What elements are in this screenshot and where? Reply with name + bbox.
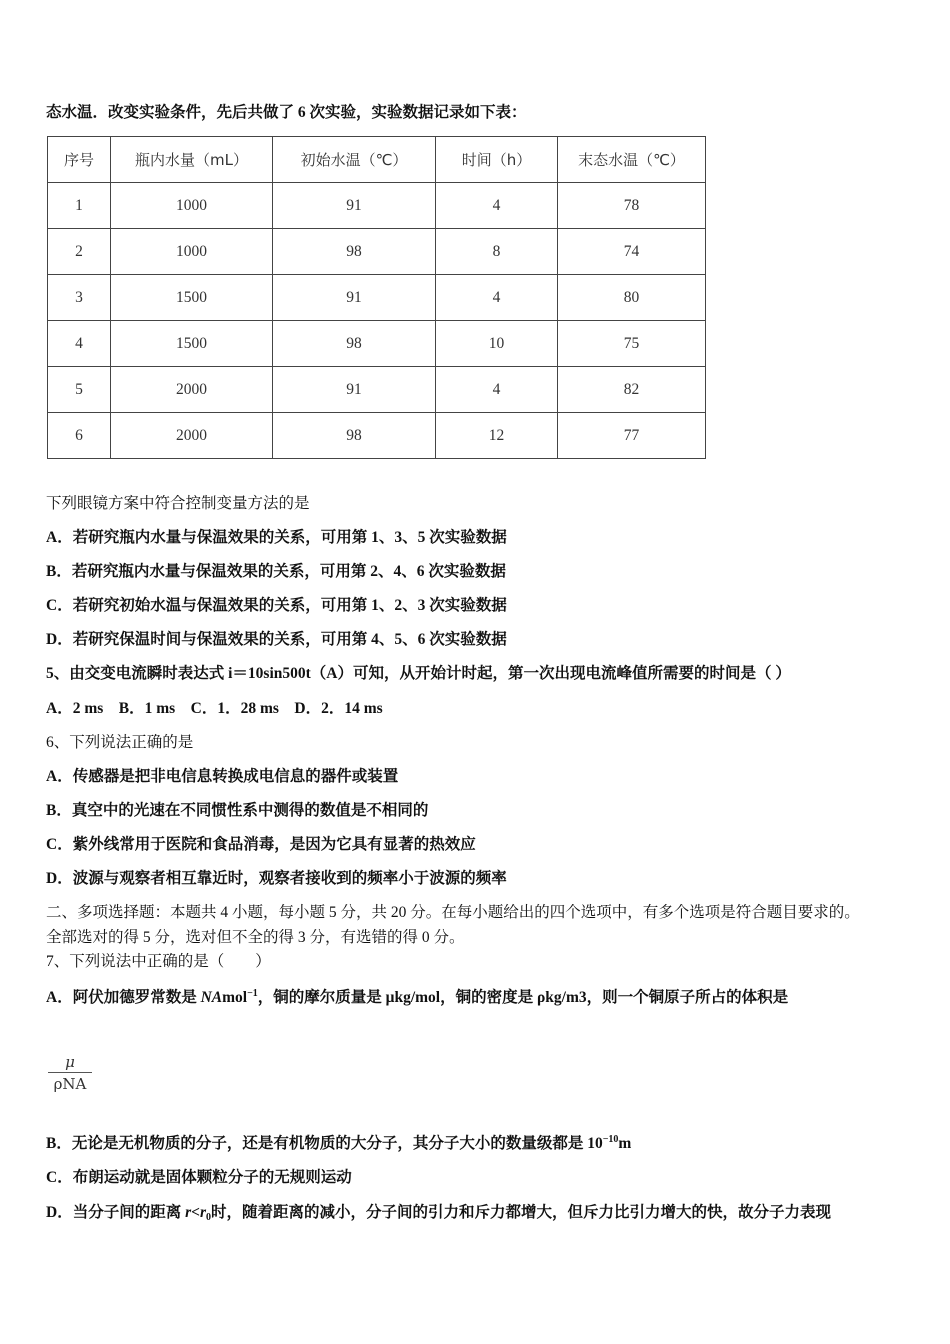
q4-option-b: B．若研究瓶内水量与保温效果的关系，可用第 2、4、6 次实验数据 xyxy=(46,563,506,580)
r0-subscript: 0 xyxy=(206,1212,212,1223)
q7-option-d xyxy=(46,1203,831,1223)
q6-option-d: D．波源与观察者相互靠近时，观察者接收到的频率小于波源的频率 xyxy=(46,870,507,887)
q6-option-a: A．传感器是把非电信息转换成电信息的器件或装置 xyxy=(46,768,399,785)
cell: 91 xyxy=(273,367,436,413)
section2-instructions-line2: 全部选对的得 5 分，选对但不全的得 3 分，有选错的得 0 分。 xyxy=(46,929,465,946)
table-row xyxy=(48,275,706,321)
q7-option-d-prefix: D．当分子间的距离 xyxy=(46,1204,186,1221)
col-header-final-temp: 末态水温（℃） xyxy=(558,137,706,183)
distance-r0: r xyxy=(199,1204,207,1221)
cell: 1500 xyxy=(111,321,273,367)
cell: 1 xyxy=(48,183,111,229)
q4-option-d: D．若研究保温时间与保温效果的关系，可用第 4、5、6 次实验数据 xyxy=(46,631,507,648)
q7-option-c: C．布朗运动就是固体颗粒分子的无规则运动 xyxy=(46,1169,352,1186)
q4-stem: 下列眼镜方案中符合控制变量方法的是 xyxy=(46,495,310,512)
experiment-table xyxy=(47,136,706,459)
section2-instructions-line1: 二、多项选择题：本题共 4 小题，每小题 5 分，共 20 分。在每小题给出的四个选项中，有多个选项是符合题目要求的。 xyxy=(46,904,860,921)
intro-line: 态水温．改变实验条件，先后共做了 6 次实验，实验数据记录如下表： xyxy=(46,104,527,121)
q5-options: A．2 ms B．1 ms C．1．28 ms D．2．14 ms xyxy=(46,700,383,717)
cell: 98 xyxy=(273,321,436,367)
cell: 98 xyxy=(273,413,436,459)
cell: 10 xyxy=(436,321,558,367)
cell: 98 xyxy=(273,229,436,275)
cell: 4 xyxy=(48,321,111,367)
cell: 1000 xyxy=(111,229,273,275)
table-row xyxy=(48,367,706,413)
q7-option-b-prefix: B．无论是无机物质的分子，还是有机物质的大分子，其分子大小的数量级都是 10 xyxy=(46,1135,603,1152)
col-header-initial-temp: 初始水温（℃） xyxy=(273,137,436,183)
volume-fraction xyxy=(48,1053,92,1094)
col-header-time: 时间（h） xyxy=(436,137,558,183)
cell: 4 xyxy=(436,367,558,413)
q7-option-a-rest: ，铜的摩尔质量是 μkg/mol，铜的密度是 ρkg/m3，则一个铜原子所占的体积是 xyxy=(257,989,789,1006)
cell: 78 xyxy=(558,183,706,229)
cell: 2 xyxy=(48,229,111,275)
cell: 75 xyxy=(558,321,706,367)
q7-option-a-prefix: A．阿伏加德罗常数是 xyxy=(46,989,201,1006)
distance-r: r xyxy=(185,1204,192,1221)
q7-option-b xyxy=(46,1134,631,1154)
q7-stem: 7、下列说法中正确的是（ ） xyxy=(46,953,271,970)
mol-exponent: −1 xyxy=(247,988,258,999)
mol-unit: mol xyxy=(222,989,248,1006)
avogadro-symbol: NA xyxy=(200,989,223,1006)
q7-option-b-unit: m xyxy=(618,1135,632,1152)
cell: 91 xyxy=(273,183,436,229)
q7-option-b-exponent: −10 xyxy=(602,1134,619,1145)
cell: 1500 xyxy=(111,275,273,321)
cell: 12 xyxy=(436,413,558,459)
cell: 80 xyxy=(558,275,706,321)
cell: 1000 xyxy=(111,183,273,229)
cell: 2000 xyxy=(111,413,273,459)
cell: 2000 xyxy=(111,367,273,413)
q4-option-a: A．若研究瓶内水量与保温效果的关系，可用第 1、3、5 次实验数据 xyxy=(46,529,507,546)
q4-option-c: C．若研究初始水温与保温效果的关系，可用第 1、2、3 次实验数据 xyxy=(46,597,507,614)
fraction-bar xyxy=(48,1072,92,1073)
fraction-denominator: ρNA xyxy=(53,1075,87,1093)
cell: 82 xyxy=(558,367,706,413)
table-row xyxy=(48,183,706,229)
cell: 77 xyxy=(558,413,706,459)
fraction-numerator: μ xyxy=(65,1053,75,1071)
q5-stem: 5、由交变电流瞬时表达式 i＝10sin500t（A）可知，从开始计时起，第一次出现电流峰值所需要的时间是（ ） xyxy=(46,665,791,682)
table-row xyxy=(48,229,706,275)
cell: 91 xyxy=(273,275,436,321)
col-header-volume: 瓶内水量（mL） xyxy=(111,137,273,183)
cell: 3 xyxy=(48,275,111,321)
table-row xyxy=(48,413,706,459)
q7-option-d-rest: 时，随着距离的减小，分子间的引力和斥力都增大，但斥力比引力增大的快，故分子力表现 xyxy=(211,1204,832,1221)
cell: 6 xyxy=(48,413,111,459)
cell: 5 xyxy=(48,367,111,413)
cell: 4 xyxy=(436,275,558,321)
q6-option-c: C．紫外线常用于医院和食品消毒，是因为它具有显著的热效应 xyxy=(46,836,476,853)
q6-option-b: B．真空中的光速在不同惯性系中测得的数值是不相同的 xyxy=(46,802,429,819)
q6-stem: 6、下列说法正确的是 xyxy=(46,734,194,751)
cell: 4 xyxy=(436,183,558,229)
table-row xyxy=(48,321,706,367)
cell: 8 xyxy=(436,229,558,275)
q7-option-a xyxy=(46,988,788,1008)
less-than: < xyxy=(191,1204,200,1221)
cell: 74 xyxy=(558,229,706,275)
table-header-row xyxy=(48,137,706,183)
col-header-index: 序号 xyxy=(48,137,111,183)
